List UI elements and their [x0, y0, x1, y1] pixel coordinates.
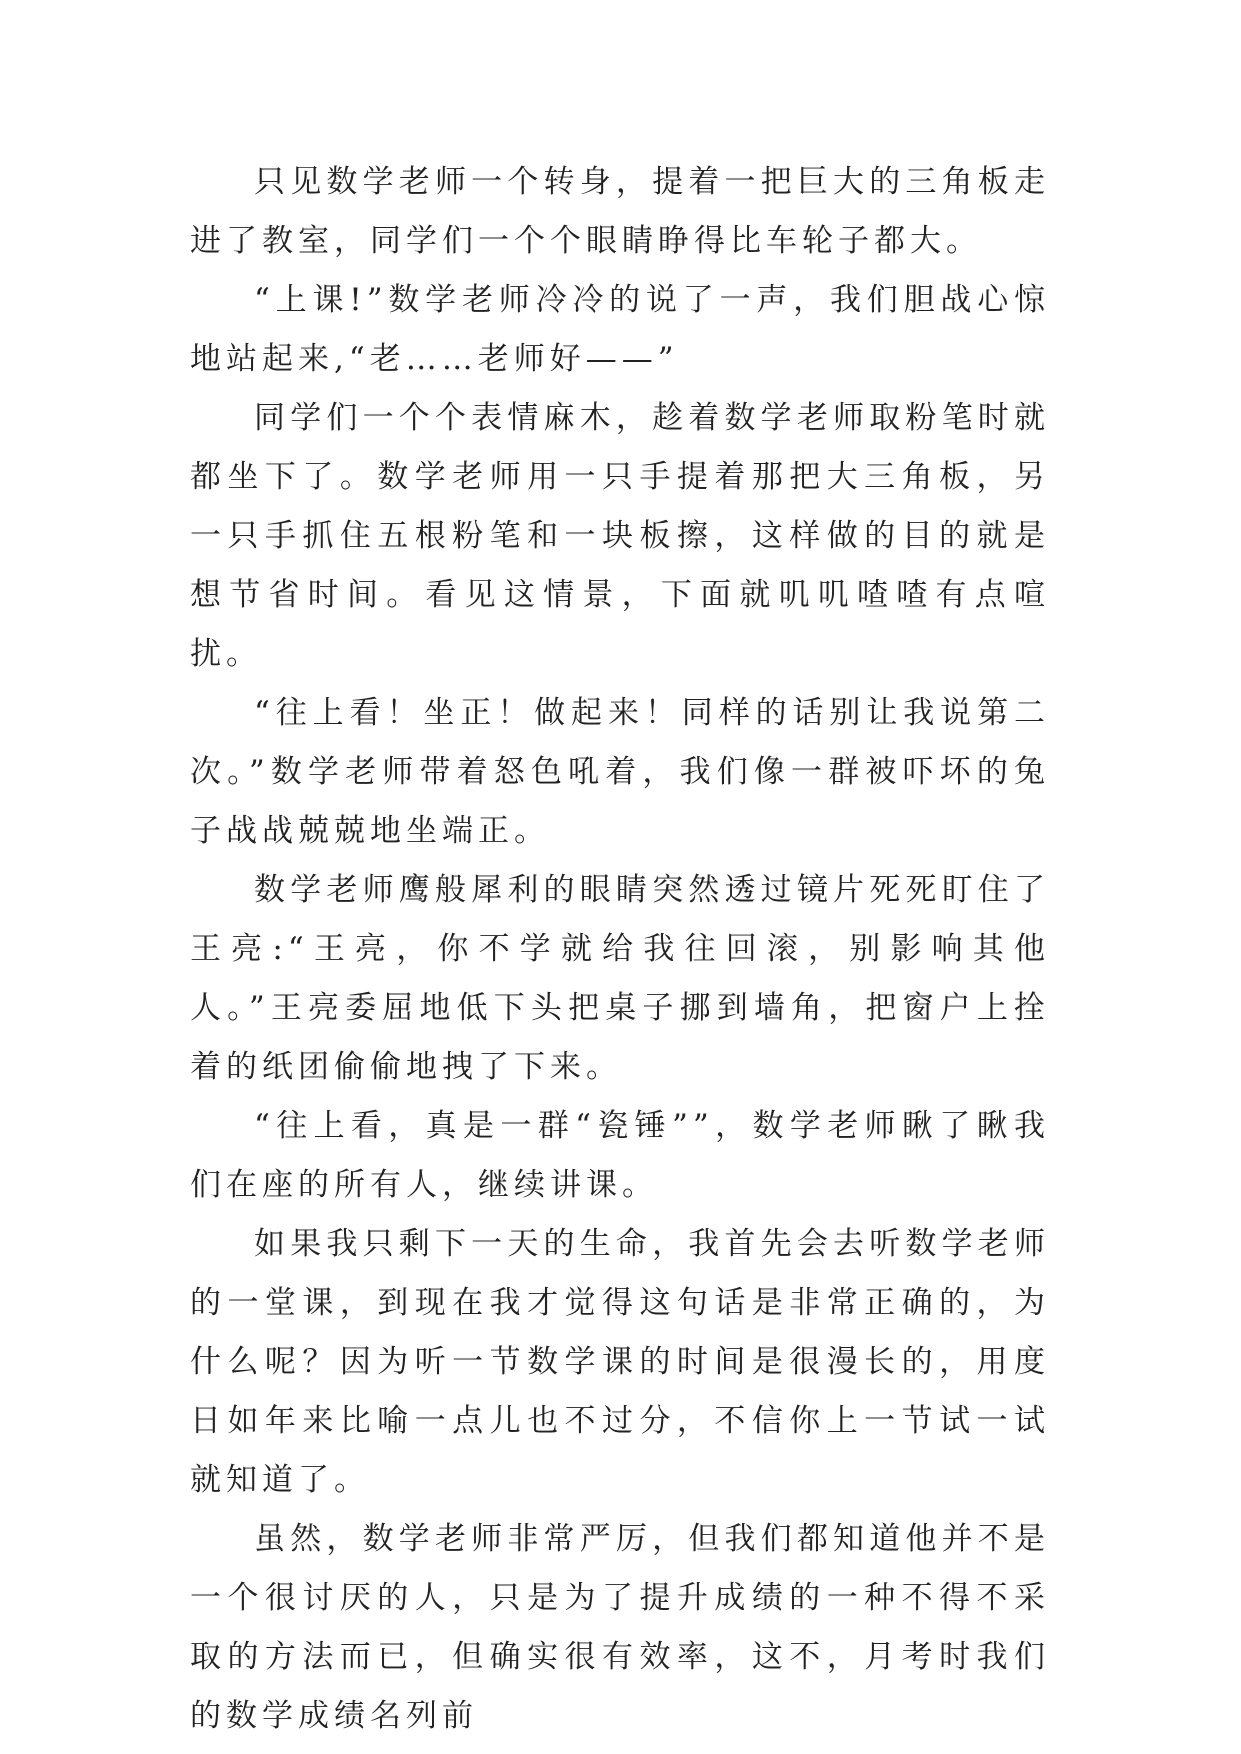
paragraph-5: 数学老师鹰般犀利的眼睛突然透过镜片死死盯住了王亮:“王亮，你不学就给我往回滚，别影响其他人。”王亮委屈地低下头把桌子挪到墙角，把窗户上拴着的纸团偷偷地拽了下来。 — [190, 872, 1050, 1085]
paragraph-1: 只见数学老师一个转身，提着一把巨大的三角板走进了教室，同学们一个个眼睛睁得比车轮子都大。 — [190, 164, 1050, 259]
paragraph-3: 同学们一个个表情麻木，趁着数学老师取粉笔时就都坐下了。数学老师用一只手提着那把大三角板，另一只手抓住五根粉笔和一块板擦，这样做的目的就是想节省时间。看见这情景，下面就叽叽喳喳有点喧扰。 — [190, 400, 1050, 672]
paragraph-2: “上课!”数学老师冷冷的说了一声，我们胆战心惊地站起来,“老……老师好——” — [190, 282, 1050, 377]
paragraph-8: 虽然，数学老师非常严厉，但我们都知道他并不是一个很讨厌的人，只是为了提升成绩的一种不得不采取的方法而已，但确实很有效率，这不，月考时我们的数学成绩名列前 — [190, 1521, 1050, 1734]
paragraph-4: “往上看！坐正！做起来！同样的话别让我说第二次。”数学老师带着怒色吼着，我们像一群被吓坏的兔子战战兢兢地坐端正。 — [190, 695, 1050, 849]
body-text — [190, 153, 1050, 1746]
paragraph-7: 如果我只剩下一天的生命，我首先会去听数学老师的一堂课，到现在我才觉得这句话是非常正确的，为什么呢？因为听一节数学课的时间是很漫长的，用度日如年来比喻一点儿也不过分，不信你上一节试一试就知道了。 — [190, 1226, 1050, 1498]
paragraph-6: “往上看，真是一群“瓷锤””，数学老师瞅了瞅我们在座的所有人，继续讲课。 — [190, 1108, 1050, 1203]
